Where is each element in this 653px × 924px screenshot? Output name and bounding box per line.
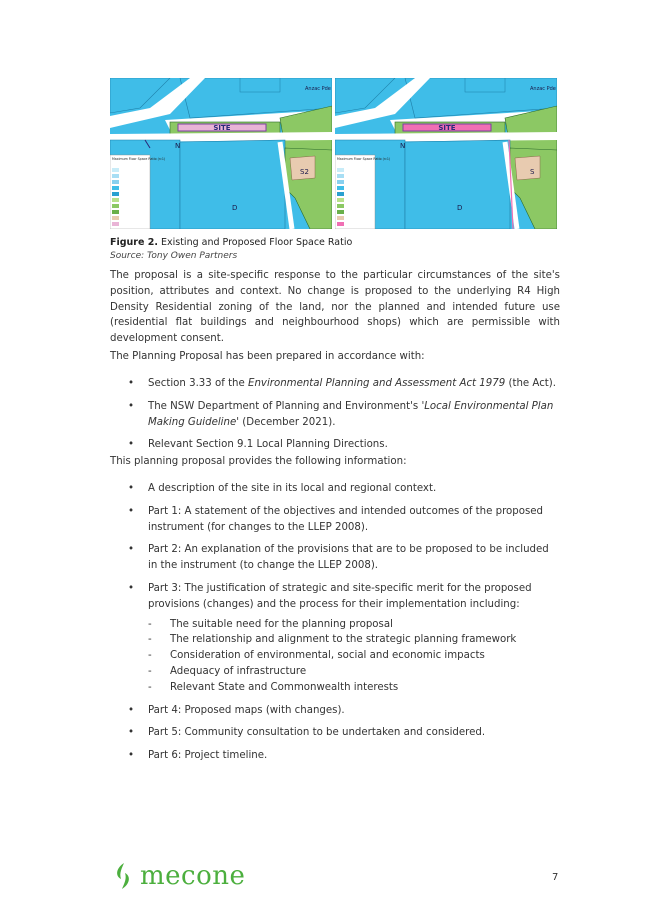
map-zone-label: D bbox=[457, 204, 463, 212]
map-zone-label: S2 bbox=[300, 168, 309, 176]
paragraph-accordance: The Planning Proposal has been prepared in accordance with: bbox=[110, 351, 425, 362]
list-item: • Part 2: An explanation of the provisions that are to be proposed to be included in the instrument (to change the LLEP 2008). bbox=[128, 544, 549, 572]
map-road-label: Anzac Pde bbox=[305, 86, 331, 92]
list-item: • Part 3: The justification of strategic and site-specific merit for the proposed provisions (changes) and the process for their implementation including: - The suitable need for the planning proposal - The relationship and alignment to the strategic planning framework - Consideration of environmental, social and economic impacts - Adequacy of infrastructure - Relevant State and Commonwealth interests bbox=[110, 581, 560, 696]
sublist-item: - The relationship and alignment to the strategic planning framework bbox=[148, 634, 517, 646]
map-road-label: Anzac Pde bbox=[530, 86, 556, 92]
page-number: 7 bbox=[552, 872, 559, 883]
map-zone-label: N bbox=[400, 142, 406, 150]
map-legend-title: Maximum Floor Space Ratio (n:1) bbox=[112, 157, 166, 161]
map-zone-label: D bbox=[232, 204, 238, 212]
paragraph-proposal: The proposal is a site-specific response to the particular circumstances of the site's position, attributes and context. No change is proposed to the underlying R4 High Density Residential zoning of the land, nor the planned and intended future use (residential flat buildings and neighbourhood shops) which are permissible with development consent. bbox=[110, 270, 560, 345]
list-item: • The NSW Department of Planning and Environment's 'Local Environmental Plan Making Guideline' (December 2021). bbox=[128, 400, 554, 428]
sublist-item: - Consideration of environmental, social and economic impacts bbox=[148, 650, 485, 662]
list-item: • Relevant Section 9.1 Local Planning Directions. bbox=[128, 439, 388, 451]
guideline-title: 'Local Environmental Plan Making Guideline' bbox=[148, 400, 554, 428]
accordance-list bbox=[110, 376, 560, 453]
existing-fsr-map bbox=[110, 78, 332, 229]
map-site-label: SITE bbox=[438, 124, 456, 132]
list-item: • Part 6: Project timeline. bbox=[128, 750, 268, 762]
figure-source: Source: Tony Owen Partners bbox=[110, 251, 238, 261]
information-list bbox=[110, 481, 560, 764]
map-site-label: SITE bbox=[213, 124, 231, 132]
paragraph-information: This planning proposal provides the following information: bbox=[110, 456, 407, 467]
sublist-item: - Relevant State and Commonwealth interests bbox=[148, 681, 399, 693]
map-zone-label: N bbox=[175, 142, 181, 150]
logo-text: mecone bbox=[140, 861, 246, 891]
list-item: • Part 1: A statement of the objectives and intended outcomes of the proposed instrument (for changes to the LLEP 2008). bbox=[128, 505, 544, 533]
sublist-item: - Adequacy of infrastructure bbox=[148, 665, 307, 677]
list-item: • Part 5: Community consultation to be undertaken and considered. bbox=[128, 727, 486, 739]
figure-title: Existing and Proposed Floor Space Ratio bbox=[157, 237, 353, 248]
act-title: Environmental Planning and Assessment Act 1979 bbox=[248, 378, 506, 389]
leaf-icon bbox=[112, 862, 134, 890]
justification-sublist bbox=[148, 617, 560, 696]
list-item: • A description of the site in its local and regional context. bbox=[128, 483, 437, 494]
company-logo bbox=[112, 861, 245, 891]
map-zone-label: S bbox=[530, 168, 535, 176]
figure-caption bbox=[110, 237, 352, 248]
list-item: • Section 3.33 of the Environmental Planning and Assessment Act 1979 (the Act). bbox=[128, 378, 557, 389]
map-legend-title: Maximum Floor Space Ratio (n:1) bbox=[337, 157, 391, 161]
proposed-fsr-map bbox=[335, 78, 557, 229]
figure-label: Figure 2. bbox=[110, 237, 158, 248]
sublist-item: - The suitable need for the planning proposal bbox=[148, 618, 393, 630]
list-item: • Part 4: Proposed maps (with changes). bbox=[128, 704, 345, 716]
